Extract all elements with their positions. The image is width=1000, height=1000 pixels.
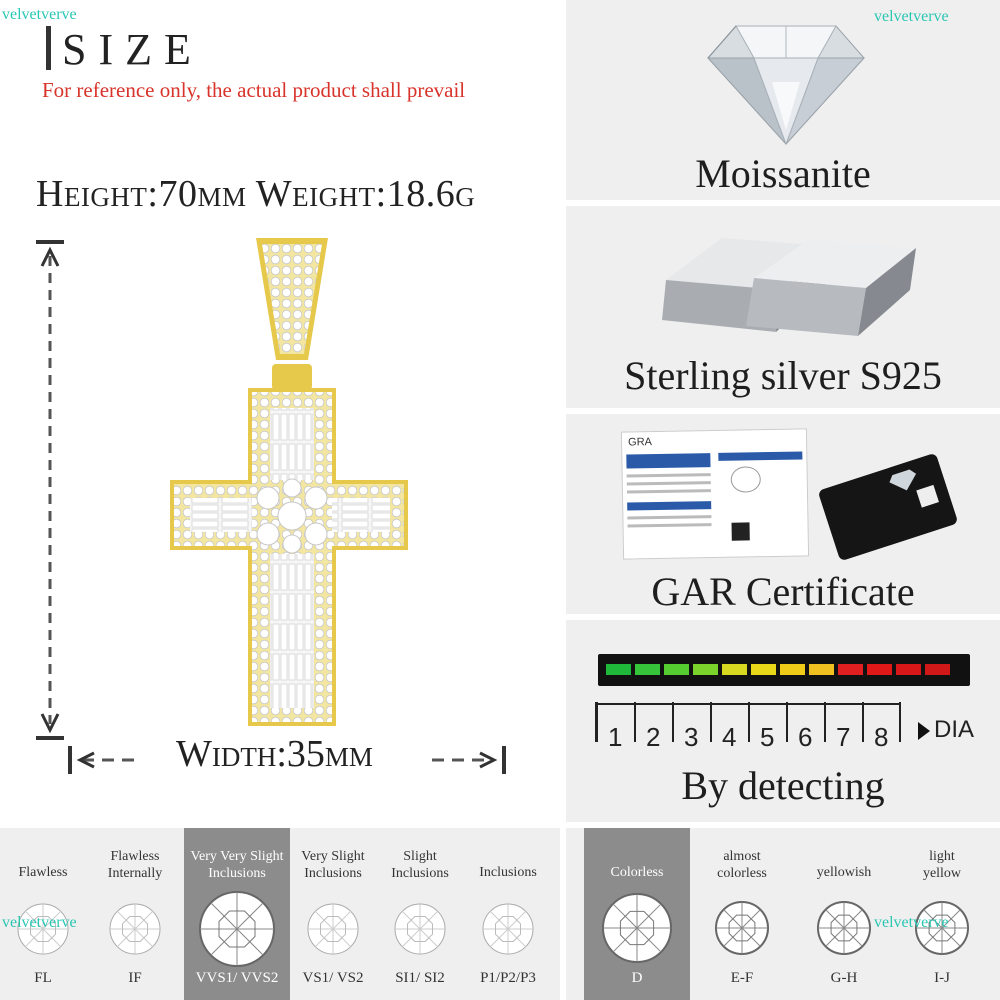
certificate-card <box>818 453 959 562</box>
color-grade-code: I-J <box>934 970 950 986</box>
width-label: Width:35mm <box>176 733 373 775</box>
watermark: velvetverve <box>874 914 949 931</box>
clarity-grade-p1-p2-p3 <box>464 828 552 1000</box>
clarity-grade-label: Very Slight Inclusions <box>301 849 365 881</box>
detector-label: By detecting <box>681 763 885 808</box>
watermark: velvetverve <box>2 914 77 931</box>
meter-segment <box>896 664 921 675</box>
meter-end-label: DIA <box>934 716 975 743</box>
color-grade-d <box>584 828 690 1000</box>
size-title: SIZE <box>62 25 203 74</box>
clarity-grade-label: Flawless Internally <box>107 849 163 881</box>
meter-segment <box>664 664 689 675</box>
color-grade-label: light yellow <box>922 849 962 881</box>
clarity-grade-vs1-vs2 <box>290 828 376 1000</box>
meter-segment <box>722 664 747 675</box>
clarity-grade-label: Very Very Slight Inclusions <box>190 849 284 881</box>
color-grade-label: almost colorless <box>717 849 767 881</box>
watermark: velvetverve <box>2 6 77 23</box>
clarity-grade-label: Inclusions <box>479 865 537 880</box>
diamond-color-icon <box>714 900 770 961</box>
diamond-clarity-icon <box>393 902 447 961</box>
certificate-label: GAR Certificate <box>651 569 915 614</box>
meter-segment <box>780 664 805 675</box>
meter-segment <box>635 664 660 675</box>
cross-pendant-image <box>160 232 420 732</box>
height-arrow-icon <box>30 236 70 746</box>
size-title-bar <box>46 26 51 70</box>
clarity-grade-code: VVS1/ VVS2 <box>195 970 279 986</box>
clarity-grade-code: P1/P2/P3 <box>480 970 536 986</box>
silver-label: Sterling silver S925 <box>624 353 942 398</box>
meter-scale-number: 3 <box>684 722 699 752</box>
meter-scale-frame <box>594 702 904 744</box>
clarity-grade-si1-si2 <box>376 828 464 1000</box>
width-arrow-left-icon <box>64 744 144 778</box>
moissanite-label: Moissanite <box>695 151 871 196</box>
diamond-clarity-icon <box>306 902 360 961</box>
meter-scale-number: 5 <box>760 722 775 752</box>
meter-scale-number: 8 <box>874 722 889 752</box>
play-arrow-icon <box>916 720 932 742</box>
meter-segment <box>606 664 631 675</box>
color-grade-code: D <box>631 970 643 986</box>
height-weight-label: Height:70mm Weight:18.6g <box>36 173 476 215</box>
meter-scale-number: 7 <box>836 722 851 752</box>
diamond-clarity-icon <box>198 890 276 973</box>
meter-scale-number: 4 <box>722 722 737 752</box>
meter-segment <box>838 664 863 675</box>
meter-scale-number: 1 <box>608 722 623 752</box>
diamond-clarity-icon <box>108 902 162 961</box>
diamond-color-icon <box>601 892 673 969</box>
color-grade-code: G-H <box>830 970 858 986</box>
clarity-grade-code: FL <box>34 970 52 986</box>
qr-code-icon <box>732 522 750 540</box>
card-qr-icon <box>916 485 939 508</box>
color-grade-code: E-F <box>730 970 754 986</box>
clarity-grade-code: VS1/ VS2 <box>302 970 364 986</box>
meter-segment <box>809 664 834 675</box>
clarity-scale-panel <box>0 828 560 1000</box>
color-grade-e-f <box>690 828 794 1000</box>
certificate-brand: GRA <box>627 436 653 449</box>
meter-segment <box>925 664 950 675</box>
meter-segment <box>693 664 718 675</box>
clarity-grade-if <box>86 828 184 1000</box>
clarity-grade-label: Slight Inclusions <box>391 849 449 881</box>
clarity-grade-vvs1-vvs2 <box>184 828 290 1000</box>
diamond-clarity-icon <box>481 902 535 961</box>
meter-segment <box>867 664 892 675</box>
size-note: For reference only, the actual product shall prevail <box>42 78 466 102</box>
color-grade-label: yellowish <box>816 865 872 880</box>
moissanite-panel <box>566 0 1000 200</box>
meter-scale-number: 2 <box>646 722 661 752</box>
clarity-grade-code: SI1/ SI2 <box>395 970 445 986</box>
diamond-icon <box>706 18 866 146</box>
certificate-document <box>621 428 809 559</box>
silver-bars-icon <box>658 228 918 346</box>
watermark: velvetverve <box>874 8 949 25</box>
meter-segment <box>751 664 776 675</box>
diamond-color-icon <box>816 900 872 961</box>
certificate-panel <box>566 414 1000 614</box>
clarity-grade-label: Flawless <box>18 865 68 880</box>
meter-scale-number: 6 <box>798 722 813 752</box>
clarity-grade-code: IF <box>128 970 142 986</box>
width-arrow-right-icon <box>430 744 510 778</box>
color-grade-label: Colorless <box>610 865 664 880</box>
silver-panel <box>566 206 1000 408</box>
